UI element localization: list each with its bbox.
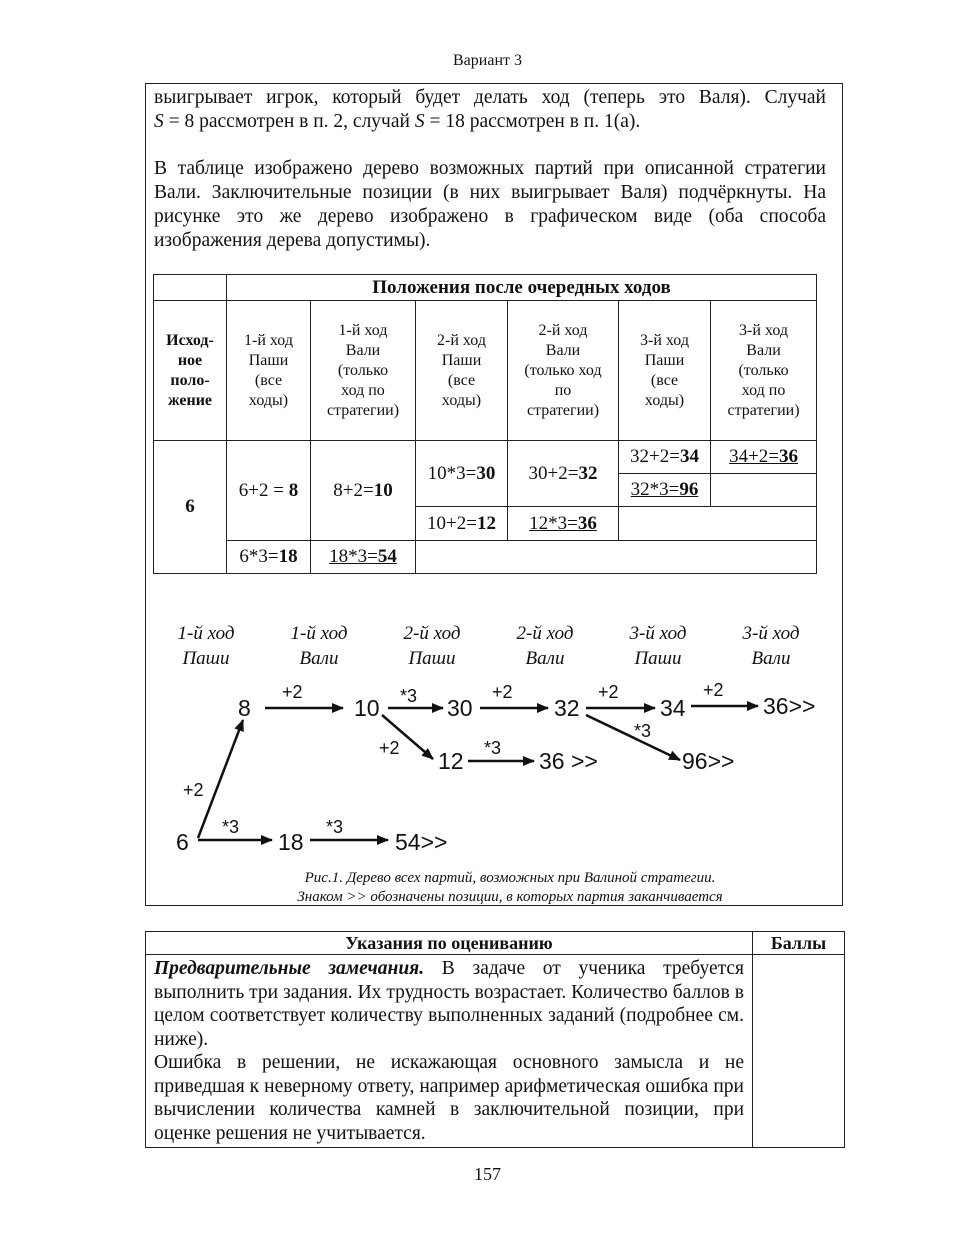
cell-b-v3-empty [711,474,817,507]
var-s: S [154,111,164,132]
col-start: Исход- ное поло- жение [154,301,227,441]
tree-header-6-l2: Вали [751,648,791,669]
node-8: 8 [238,695,251,721]
tree-header-1-l1: 1-й ход [177,623,235,644]
tree-header-4-l1: 2-й ход [516,623,574,644]
intro-paragraph-1 [154,86,826,134]
intro-line-2-end: = 18 рассмотрен в п. 1(а). [424,111,641,132]
figure-caption-1: Рис.1. Дерево всех партий, возможных при Валиной стратегии. [304,870,716,886]
cell-d-p1: 6*3=18 [227,541,311,574]
intro-line-1: выигрывает игрок, который будет делать ход (теперь это Валя). Случай [154,87,826,108]
grading-remarks [146,955,753,1148]
positions-table [153,274,817,574]
op-10-12: +2 [379,738,400,758]
start-value: 6 [154,441,227,574]
op-18-54: *3 [326,817,344,837]
cell-a-v1: 8+2=10 [311,441,416,541]
group-header: Положения после очередных ходов [227,275,817,301]
var-s-2: S [414,111,425,132]
cell-c-empty [619,507,817,541]
node-96-final: 96>> [682,748,735,774]
grading-table [145,931,845,1148]
figure-caption-2: Знаком >> обозначены позиции, в которых партия заканчивается [297,889,723,905]
tree-header-3-l2: Паши [408,648,456,669]
op-6-8: +2 [183,780,204,800]
node-30: 30 [447,695,473,721]
op-32-34: +2 [598,682,619,702]
col-pasha-1: 1-й ход Паши (все ходы) [227,301,311,441]
remarks-text: В задаче от ученика требуется выполнить три задания. Их трудность возрастает. Количество баллов в целом соответствует количеству выполненных заданий (подробнее см. ниже). [154,958,744,1050]
node-34: 34 [660,695,686,721]
tree-header-5-l1: 3-й ход [629,623,687,644]
intro-paragraph-2 [154,157,826,253]
intro-line-2 [154,110,826,134]
page-header: Вариант 3 [453,52,522,69]
col-valya-2: 2-й ход Вали (только ход по стратегии) [508,301,619,441]
op-30-32: +2 [492,682,513,702]
node-18: 18 [278,829,304,855]
node-36-final: 36>> [763,693,816,719]
op-8-10: +2 [282,682,303,702]
cell-b-p3: 32*3=96 [619,474,711,507]
tree-header-3-l1: 2-й ход [403,623,461,644]
col-valya-1: 1-й ход Вали (только ход по стратегии) [311,301,416,441]
tree-header-5-l2: Паши [634,648,682,669]
cell-a-p2: 10*3=30 [416,441,508,507]
col-pasha-2: 2-й ход Паши (все ходы) [416,301,508,441]
op-32-96: *3 [634,721,652,741]
intro-line-2-mid: = 8 рассмотрен в п. 2, случай [163,111,415,132]
col-pasha-3: 3-й ход Паши (все ходы) [619,301,711,441]
col-valya-3: 3-й ход Вали (только ход по стратегии) [711,301,817,441]
op-6-18: *3 [222,817,240,837]
grading-points-cell [753,955,845,1148]
tree-header-2-l1: 1-й ход [290,623,348,644]
empty-corner [154,275,227,301]
cell-a-p1: 6+2 = 8 [227,441,311,541]
node-36-branch: 36 >> [539,748,598,774]
tree-header-2-l2: Вали [299,648,339,669]
tree-header-6-l1: 3-й ход [742,623,800,644]
cell-c-p2: 10+2=12 [416,507,508,541]
grading-header-instructions: Указания по оцениванию [146,932,753,955]
remarks-label: Предварительные замечания. [154,958,425,979]
op-12-36: *3 [484,738,502,758]
node-54-final: 54>> [395,829,448,855]
cell-a-v3: 34+2=36 [711,441,817,474]
remarks-paragraph-2: Ошибка в решении, не искажающая основного замысла и не приведшая к неверному ответу, например арифметическая ошибка при вычислении количества камней в заключительной позиции, при оценке решения не учитывается. [154,1052,744,1144]
node-6: 6 [176,829,189,855]
tree-header-4-l2: Вали [525,648,565,669]
cell-a-p3: 32+2=34 [619,441,711,474]
cell-d-empty [416,541,817,574]
cell-c-v2: 12*3=36 [508,507,619,541]
page-number: 157 [474,1164,501,1184]
cell-d-v1: 18*3=54 [311,541,416,574]
node-12: 12 [438,748,464,774]
game-tree-diagram [150,612,840,862]
op-10-30: *3 [400,686,418,706]
cell-a-v2: 30+2=32 [508,441,619,507]
tree-header-1-l2: Паши [182,648,230,669]
node-10: 10 [354,695,380,721]
op-34-36: +2 [703,680,724,700]
grading-header-points: Баллы [753,932,845,955]
arrow-32-96 [586,715,680,760]
node-32: 32 [554,695,580,721]
remarks-paragraph-1 [154,957,744,1051]
intro-para-2: В таблице изображено дерево возможных партий при описанной стратегии Вали. Заключительные позиции (в них выигрывает Валя) подчёркнуты. На рисунке это же дерево изображено в графическом виде (оба способа изображения дерева допустимы). [154,158,826,251]
